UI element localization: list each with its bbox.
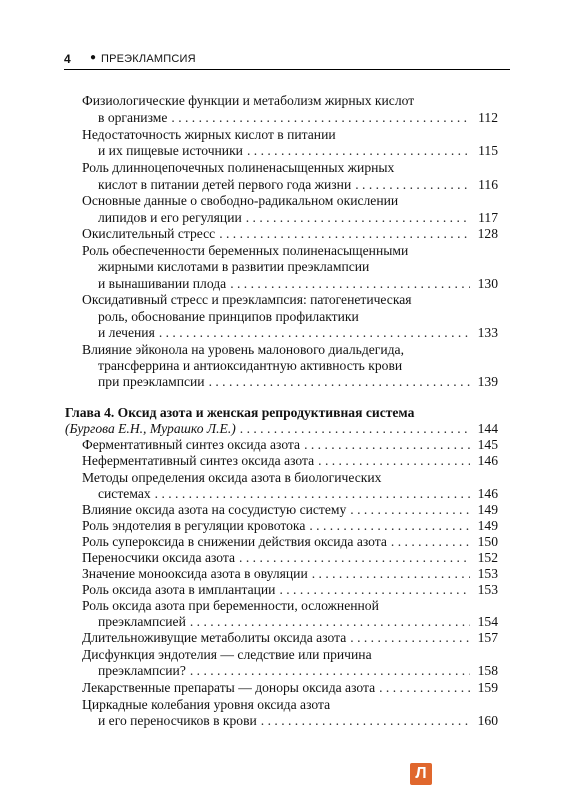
toc-entry[interactable]: преэклампсией . . . 154 (98, 614, 498, 630)
toc-page: 116 (478, 177, 498, 192)
toc-page: 112 (478, 110, 498, 125)
toc-entry[interactable]: Влияние оксида азота на сосудистую систему . . . 149 (82, 502, 498, 518)
toc-entry[interactable]: Значение монооксида азота в овуляции . . . 153 (82, 566, 498, 582)
toc-line: Методы определения оксида азота в биологических (82, 470, 382, 485)
toc-entry[interactable]: и его переносчиков в крови . . . 160 (98, 713, 498, 729)
toc-entry[interactable]: Роль эндотелия в регуляции кровотока . . . 149 (82, 518, 498, 534)
toc-line: Физиологические функции и метаболизм жирных кислот (82, 93, 415, 108)
toc-entry[interactable]: липидов и его регуляции . . . 117 (98, 210, 498, 226)
toc-entry[interactable]: Длительноживущие метаболиты оксида азота . . . 157 (82, 630, 498, 646)
toc-entry[interactable]: и лечения . . . 133 (98, 325, 498, 341)
toc-page: 154 (477, 614, 498, 629)
toc-line: Оксидативный стресс и преэклампсия: патогенетическая (82, 292, 412, 307)
toc-line: жирными кислотами в развитии преэклампсии (98, 259, 370, 274)
toc-line: Дисфункция эндотелия — следствие или причина (82, 647, 372, 662)
page-number: 4 (64, 52, 71, 66)
toc-page: 158 (477, 663, 498, 678)
toc-page: 146 (477, 453, 498, 468)
toc-page: 146 (477, 486, 498, 501)
toc-line: роль, обоснование принципов профилактики (98, 309, 359, 324)
toc-entry[interactable] (65, 421, 498, 437)
toc-page: 128 (477, 226, 498, 241)
toc-page: 133 (477, 325, 498, 340)
toc-entry[interactable]: Роль супероксида в снижении действия оксида азота . . . 150 (82, 534, 498, 550)
toc-entry[interactable]: Переносчики оксида азота . . . 152 (82, 550, 498, 566)
toc-entry[interactable]: Лекарственные препараты — доноры оксида азота . . . 159 (82, 680, 498, 696)
toc-entry[interactable]: в организме . . . 112 (98, 110, 498, 126)
toc-entry[interactable]: и их пищевые источники . . . 115 (98, 143, 498, 159)
logo-letter: Л (415, 765, 427, 782)
toc-line: Роль обеспеченности беременных полиненасыщенными (82, 243, 409, 258)
toc-line: Роль оксида азота при беременности, осложненной (82, 598, 379, 613)
toc-page: 139 (477, 374, 498, 389)
toc-line: Недостаточность жирных кислот в питании (82, 127, 336, 142)
toc-line: Циркадные колебания уровня оксида азота (82, 697, 331, 712)
toc-entry[interactable]: Неферментативный синтез оксида азота . . . 146 (82, 453, 498, 469)
toc-entry[interactable]: при преэклампсии . . . 139 (98, 374, 498, 390)
toc-page: 150 (477, 534, 498, 549)
toc-entry[interactable]: системах . . . 146 (98, 486, 498, 502)
toc-page: 153 (477, 582, 498, 597)
toc-page: 157 (477, 630, 498, 645)
toc-line: Основные данные о свободно-радикальном окислении (82, 193, 399, 208)
bullet-icon: ● (90, 52, 97, 63)
toc-page: 117 (478, 210, 498, 225)
toc-page: 145 (477, 437, 498, 452)
toc-page: 149 (477, 502, 498, 517)
toc-line: Роль длинноцепочечных полиненасыщенных жирных (82, 160, 395, 175)
toc-page: 149 (477, 518, 498, 533)
toc-entry[interactable]: Ферментативный синтез оксида азота . . . 145 (82, 437, 498, 453)
toc-line: Влияние эйконола на уровень малонового диальдегида, (82, 342, 404, 357)
toc-page: 160 (477, 713, 498, 728)
toc-entry[interactable]: и вынашивании плода . . . 130 (98, 276, 498, 292)
toc-page: 159 (477, 680, 498, 695)
running-title: ПРЕЭКЛАМПСИЯ (101, 53, 196, 65)
toc-entry[interactable]: Роль оксида азота в имплантации . . . 153 (82, 582, 498, 598)
toc-entry[interactable]: кислот в питании детей первого года жизни . . . 116 (98, 177, 498, 193)
toc-line: трансферрина и антиоксидантную активность крови (98, 358, 403, 373)
chapter-title[interactable]: Глава 4. Оксид азота и женская репродуктивная система (65, 405, 415, 420)
publisher-logo-icon (410, 763, 432, 785)
toc-entry[interactable]: преэклампсии? . . . 158 (98, 663, 498, 679)
toc-entry[interactable]: Окислительный стресс . . . 128 (82, 226, 498, 242)
toc-page: 115 (478, 143, 498, 158)
toc-page: 153 (477, 566, 498, 581)
chapter-authors: (Бургова Е.Н., Мурашко Л.Е.) (65, 421, 236, 436)
toc-page: 130 (477, 276, 498, 291)
toc-page: 152 (477, 550, 498, 565)
toc-page: 144 (477, 421, 498, 436)
